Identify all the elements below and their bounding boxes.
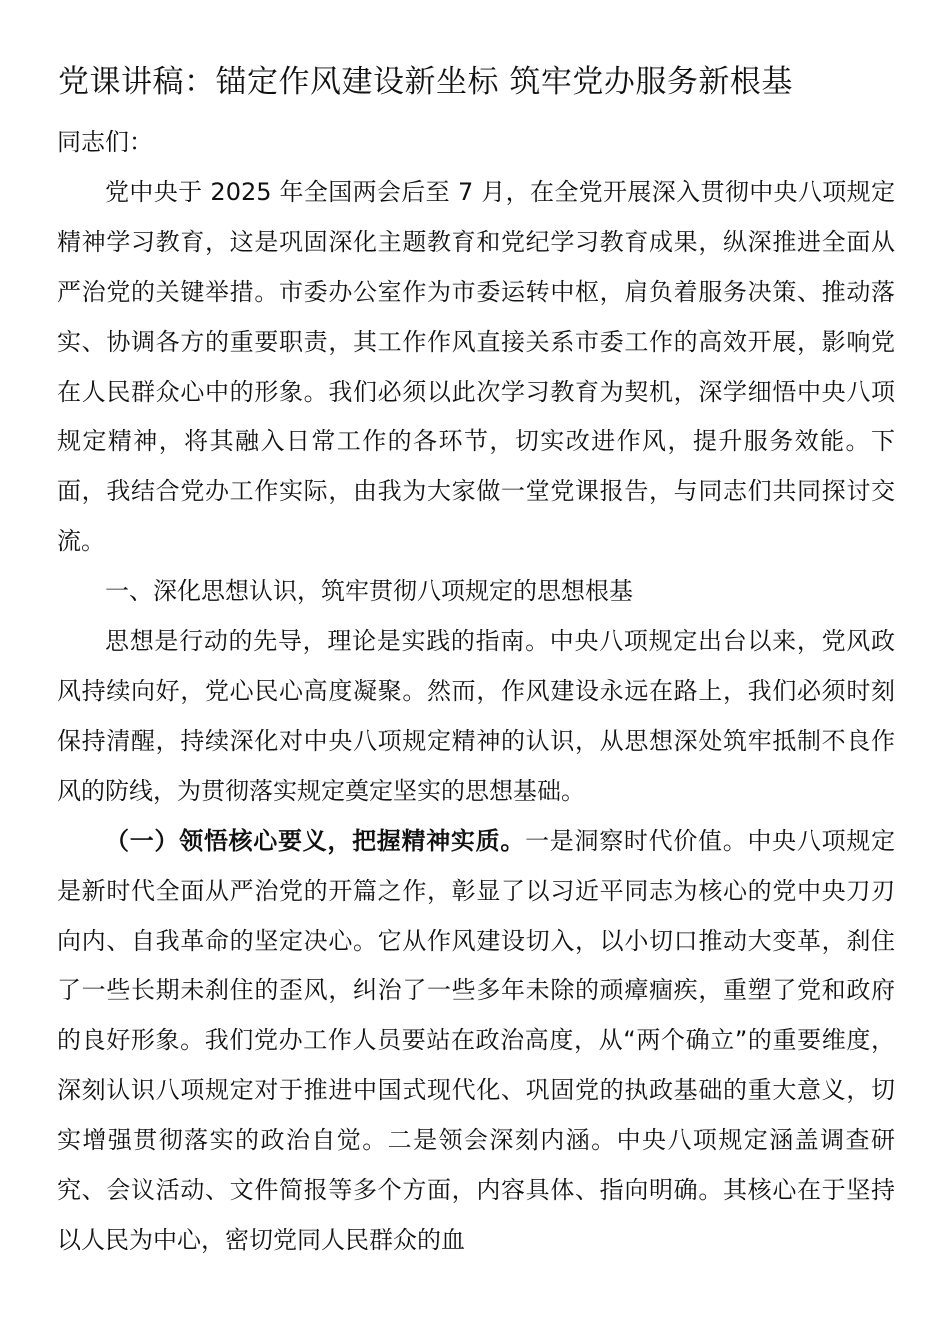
section-one-heading: 一、深化思想认识，筑牢贯彻八项规定的思想根基 xyxy=(105,577,633,606)
salutation: 同志们： xyxy=(57,128,153,156)
document-title: 党课讲稿：锚定作风建设新坐标 筑牢党办服务新根基 xyxy=(58,64,793,100)
section-one-paragraph: 思想是行动的先导，理论是实践的指南。中央八项规定出台以来，党风政风持续向好，党心民心高度凝聚。然而，作风建设永远在路上，我们必须时刻保持清醒，持续深化对中央八项规定精神的认识，从思想深处筑牢抵制不良作风的防线，为贯彻落实规定奠定坚实的思想基础。 xyxy=(57,627,895,805)
subsection-one-heading: （一）领悟核心要义，把握精神实质。 xyxy=(105,826,526,855)
subsection-one-text: 一是洞察时代价值。中央八项规定是新时代全面从严治党的开篇之作，彰显了以习近平同志为核心的党中央刀刃向内、自我革命的坚定决心。它从作风建设切入，以小切口推动大变革，刹住了一些长期未刹住的歪风，纠治了一些多年未除的顽瘴痼疾，重塑了党和政府的良好形象。我们党办工作人员要站在政治高度，从“两个确立”的重要维度，深刻认识八项规定对于推进中国式现代化、巩固党的执政基础的重大意义，切实增强贯彻落实的政治自觉。二是领会深刻内涵。中央八项规定涵盖调查研究、会议活动、文件简报等多个方面，内容具体、指向明确。其核心在于坚持以人民为中心，密切党同人民群众的血 xyxy=(57,826,896,1254)
intro-paragraph: 党中央于 2025 年全国两会后至 7 月，在全党开展深入贯彻中央八项规定精神学习教育，这是巩固深化主题教育和党纪学习教育成果，纵深推进全面从严治党的关键举措。市委办公室作为市委运转中枢，肩负着服务决策、推动落实、协调各方的重要职责，其工作作风直接关系市委工作的高效开展，影响党在人民群众心中的形象。我们必须以此次学习教育为契机，深学细悟中央八项规定精神，将其融入日常工作的各环节，切实改进作风，提升服务效能。下面，我结合党办工作实际，由我为大家做一堂党课报告，与同志们共同探讨交流。 xyxy=(57,177,895,556)
subsection-one-paragraph xyxy=(57,817,895,1266)
document-body xyxy=(57,118,895,1266)
